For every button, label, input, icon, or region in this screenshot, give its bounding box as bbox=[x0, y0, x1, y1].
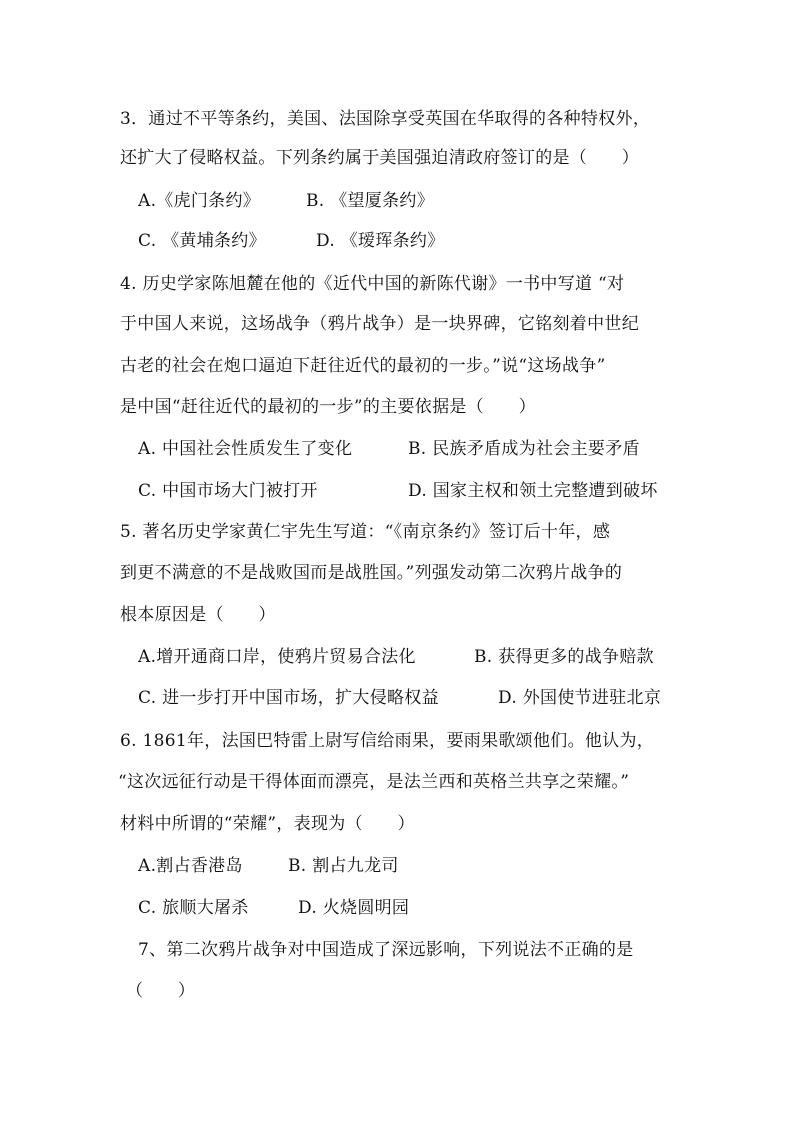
q4-option-d: D. 国家主权和领土完整遭到破坏 bbox=[408, 481, 658, 501]
q5-option-c: C. 进一步打开中国市场，扩大侵略权益 bbox=[138, 688, 439, 708]
q4-options-row-1 bbox=[138, 437, 640, 461]
q4-option-b: B. 民族矛盾成为社会主要矛盾 bbox=[408, 439, 640, 459]
q6-option-b: B. 割占九龙司 bbox=[288, 856, 399, 876]
q5-option-b: B. 获得更多的战争赔款 bbox=[474, 647, 654, 667]
q6-stem-line-3: 材料中所谓的“荣耀”，表现为（ ） bbox=[120, 814, 415, 834]
q6-option-d: D. 火烧圆明园 bbox=[298, 898, 410, 918]
q7-stem-line-1: 7、第二次鸦片战争对中国造成了深远影响，下列说法不正确的是 bbox=[138, 940, 634, 960]
q3-options-row-2 bbox=[138, 229, 445, 253]
q3-stem-line-2: 还扩大了侵略权益。下列条约属于美国强迫清政府签订的是（ ） bbox=[120, 148, 639, 168]
q4-options-row-2 bbox=[138, 479, 658, 503]
q3-option-d: D. 《瑷珲条约》 bbox=[316, 231, 445, 251]
q3-stem-line-1: 3．通过不平等条约，美国、法国除享受英国在华取得的各种特权外， bbox=[120, 109, 651, 129]
q5-stem-line-2: 到更不满意的不是战败国而是战胜国。”列强发动第二次鸦片战争的 bbox=[120, 563, 623, 583]
q4-option-c: C. 中国市场大门被打开 bbox=[138, 481, 318, 501]
q5-options-row-2 bbox=[138, 686, 661, 710]
q5-options-row-1 bbox=[138, 645, 654, 669]
q3-option-a: A.《虎门条约》 bbox=[138, 191, 261, 211]
q5-stem-line-1: 5. 著名历史学家黄仁宇先生写道：“《南京条约》签订后十年，感 bbox=[120, 522, 611, 542]
q6-stem-line-2: “这次远征行动是干得体面而漂亮，是法兰西和英格兰共享之荣耀。” bbox=[118, 772, 630, 792]
q4-stem-line-1: 4. 历史学家陈旭麓在他的《近代中国的新陈代谢》一书中写道 “对 bbox=[120, 274, 625, 294]
q4-stem-line-4: 是中国“赶往近代的最初的一步”的主要依据是（ ） bbox=[120, 397, 536, 417]
q3-option-b: B. 《望厦条约》 bbox=[306, 191, 434, 211]
q4-stem-line-2: 于中国人来说，这场战争（鸦片战争）是一块界碑，它铭刻着中世纪 bbox=[120, 314, 639, 334]
q5-option-a: A.增开通商口岸，使鸦片贸易合法化 bbox=[138, 647, 416, 667]
q5-stem-line-3: 根本原因是（ ） bbox=[120, 605, 276, 625]
q6-options-row-2 bbox=[138, 896, 409, 920]
q6-options-row-1 bbox=[138, 854, 399, 878]
q4-option-a: A. 中国社会性质发生了变化 bbox=[138, 439, 353, 459]
q6-option-c: C. 旅顺大屠杀 bbox=[138, 898, 249, 918]
q7-stem-line-2: （ ） bbox=[126, 981, 196, 1001]
q6-option-a: A.割占香港岛 bbox=[138, 856, 243, 876]
q4-stem-line-3: 古老的社会在炮口逼迫下赶往近代的最初的一步。”说“这场战争” bbox=[120, 356, 606, 376]
q3-options-row-1 bbox=[138, 189, 434, 213]
q3-option-c: C. 《黄埔条约》 bbox=[138, 231, 266, 251]
q5-option-d: D. 外国使节进驻北京 bbox=[498, 688, 662, 708]
q6-stem-line-1: 6. 1861年，法国巴特雷上尉写信给雨果，要雨果歌颂他们。他认为， bbox=[120, 731, 655, 751]
